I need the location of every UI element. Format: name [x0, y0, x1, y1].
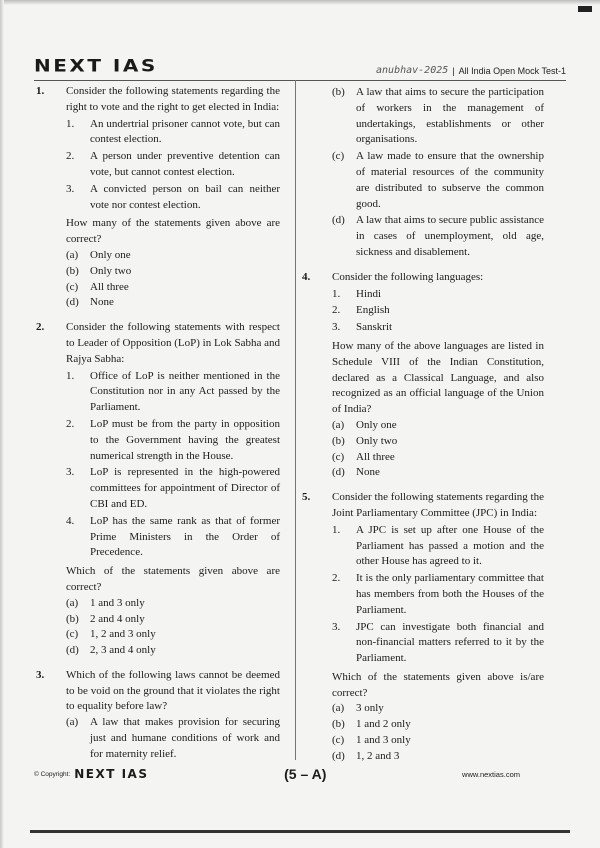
column-divider	[295, 80, 296, 760]
question-stem: Consider the following statements regarding the right to vote and the right to get elected in India:	[66, 85, 280, 113]
option-a[interactable]: (a) Only one	[66, 248, 131, 261]
option-a[interactable]: (a) A law that makes provision for securing just and humane conditions of work and for maternity relief.	[66, 716, 280, 760]
option-c[interactable]: (c) 1, 2 and 3 only	[66, 628, 156, 641]
statement: 3. Sanskrit	[332, 321, 393, 334]
option-b[interactable]: (b) 2 and 4 only	[66, 612, 145, 625]
question-stem: Consider the following languages:	[332, 270, 484, 283]
question-2	[36, 320, 280, 659]
option-c[interactable]: (c) All three	[332, 450, 395, 463]
series-name: anubhav-2025	[376, 65, 449, 76]
question-prompt: How many of the above languages are listed in Schedule VIII of the Indian Constitution, declared as a Classical Language, and also recognized as an official language of the Union of India?	[332, 339, 544, 416]
question-stem: Which of the following laws cannot be deemed to be void on the ground that it violates the right to equality before law?	[66, 668, 280, 713]
question-3-continued	[302, 84, 544, 261]
statement: 2. English	[332, 304, 390, 317]
option-b[interactable]: (b) 1 and 2 only	[332, 718, 411, 731]
title-separator: |	[452, 66, 455, 76]
page-edge	[0, 0, 600, 5]
option-a[interactable]: (a) 3 only	[332, 702, 384, 715]
statement: 3. JPC can investigate both financial and non-financial matters referred to it by the Parliament.	[332, 620, 544, 665]
question-1	[36, 84, 280, 311]
copyright	[34, 767, 148, 781]
question-stem: Consider the following statements regarding the Joint Parliamentary Committee (JPC) in India:	[332, 491, 544, 519]
header-rule	[34, 80, 566, 81]
option-c[interactable]: (c) 1 and 3 only	[332, 734, 411, 747]
right-column	[302, 84, 544, 774]
statement: 2. It is the only parliamentary committee that has members from both the Houses of the Parliament.	[332, 572, 544, 616]
statement: 1. Office of LoP is neither mentioned in the Constitution nor in any Act passed by the Parliament.	[66, 369, 280, 414]
corner-mark	[578, 6, 592, 12]
statement: 2. LoP must be from the party in opposition to the Government having the greatest numerical strength in the House.	[66, 417, 280, 462]
statement: 1. An undertrial prisoner cannot vote, but can contest election.	[66, 117, 280, 146]
option-d[interactable]: (d) None	[332, 466, 380, 479]
question-number: 2.	[36, 321, 45, 334]
page-edge-left	[0, 0, 4, 848]
option-b[interactable]: (b) Only two	[66, 264, 132, 277]
brand-logo: NEXT IAS	[34, 55, 158, 76]
statement: 4. LoP has the same rank as that of former Prime Ministers in the Order of Precedence.	[66, 514, 280, 559]
option-b[interactable]: (b) A law that aims to secure the participation of workers in the management of undertakings, establishments or other organisations.	[332, 86, 544, 146]
option-c[interactable]: (c) A law made to ensure that the ownership of material resources of the community are distributed to subserve the common good.	[332, 150, 544, 210]
question-5	[302, 490, 544, 765]
website-link[interactable]: www.nextias.com	[462, 769, 520, 779]
copyright-label: © Copyright:	[34, 770, 71, 778]
question-3	[36, 668, 280, 763]
option-a[interactable]: (a) 1 and 3 only	[66, 596, 145, 609]
question-number: 4.	[302, 270, 311, 283]
footer-logo: NEXT IAS	[74, 767, 149, 781]
question-stem: Consider the following statements with respect to Leader of Opposition (LoP) in Lok Sabha and Rajya Sabha:	[66, 321, 280, 365]
option-d[interactable]: (d) 2, 3 and 4 only	[66, 644, 156, 657]
option-d[interactable]: (d) A law that aims to secure public assistance in cases of unemployment, old age, sickness and disablement.	[332, 214, 544, 258]
statement: 1. A JPC is set up after one House of the Parliament has passed a motion and the other House has agreed to it.	[332, 523, 544, 568]
question-prompt: Which of the statements given above is/are correct?	[332, 670, 544, 699]
statement: 2. A person under preventive detention can vote, but cannot contest election.	[66, 150, 280, 178]
bottom-rule	[30, 830, 570, 833]
page-footer	[34, 764, 520, 784]
statement: 3. A convicted person on bail can neither vote nor contest election.	[66, 182, 280, 211]
option-d[interactable]: (d) 1, 2 and 3	[332, 749, 400, 762]
question-number: 5.	[302, 491, 311, 504]
question-number: 3.	[36, 668, 45, 681]
test-name: All India Open Mock Test-1	[458, 66, 566, 76]
question-number: 1.	[36, 85, 45, 97]
statement: 3. LoP is represented in the high-powered committees for appointment of Director of CBI and ED.	[66, 466, 280, 510]
page-number: (5 – A)	[284, 766, 327, 782]
option-a[interactable]: (a) Only one	[332, 418, 397, 431]
question-4	[302, 270, 544, 481]
option-d[interactable]: (d) None	[66, 296, 114, 309]
statement: 1. Hindi	[332, 287, 382, 300]
option-c[interactable]: (c) All three	[66, 280, 129, 293]
test-title	[376, 65, 566, 76]
question-prompt: How many of the statements given above are correct?	[66, 217, 280, 246]
option-b[interactable]: (b) Only two	[332, 434, 398, 447]
question-prompt: Which of the statements given above are correct?	[66, 565, 280, 593]
page-header	[34, 52, 566, 76]
left-column	[36, 84, 280, 772]
